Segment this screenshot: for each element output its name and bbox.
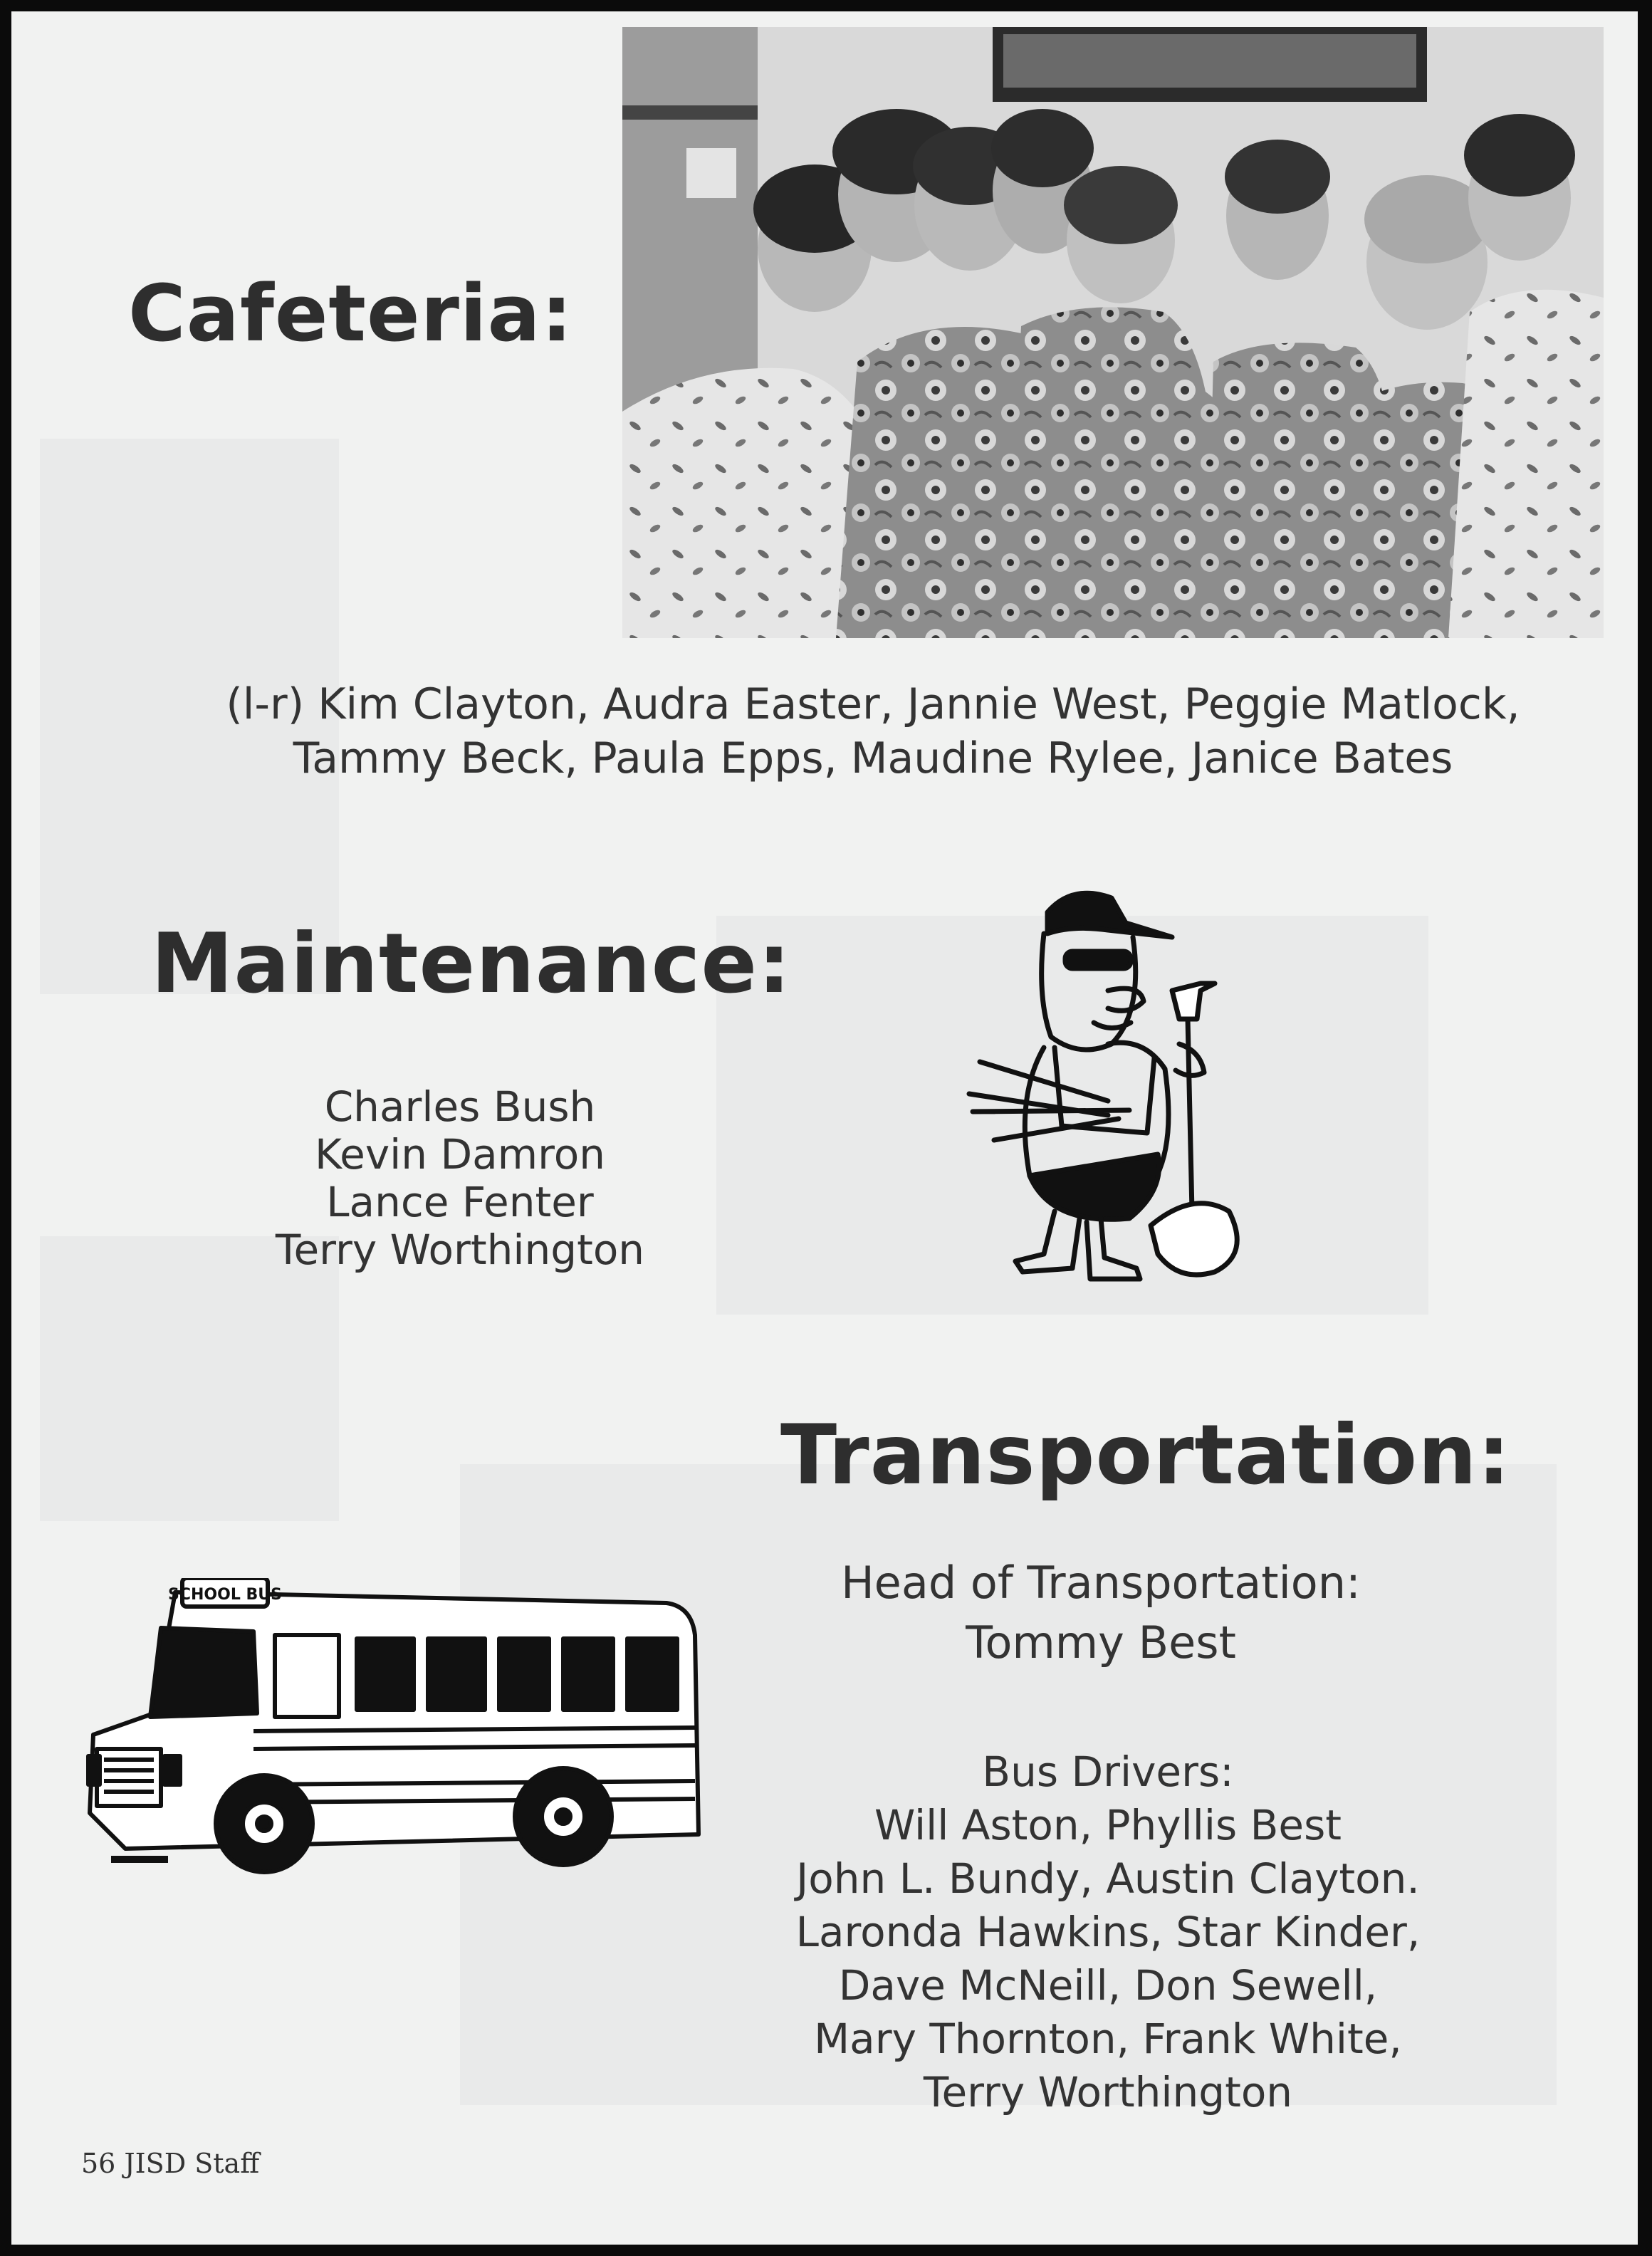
cafeteria-heading: Cafeteria: [128,268,573,359]
maintenance-worker-icon [966,884,1265,1297]
yearbook-page [11,11,1638,2245]
page-footer: 56 JISD Staff [81,2148,260,2179]
driver-names-line: Laronda Hawkins, Star Kinder, [795,1908,1421,1956]
maintenance-heading: Maintenance: [151,916,792,1012]
bus-drivers-label: Bus Drivers: [982,1748,1234,1796]
driver-names-line: Terry Worthington [923,2068,1293,2116]
caption-line: (l-r) Kim Clayton, Audra Easter, Jannie West, Peggie Matlock, [226,679,1520,729]
bus-drivers-list [723,1745,1492,2119]
staff-name: Charles Bush [324,1082,596,1131]
caption-line: Tammy Beck, Paula Epps, Maudine Rylee, Janice Bates [293,733,1453,783]
driver-names-line: Mary Thornton, Frank White, [814,2015,1402,2063]
cafeteria-caption [168,677,1578,785]
bleed-through-block [40,1236,339,1521]
school-bus-icon [83,1578,709,1891]
cafeteria-staff-photo [622,27,1604,638]
staff-name: Lance Fenter [326,1178,594,1226]
bus-sign: SCHOOL BUS [168,1586,282,1604]
head-name: Tommy Best [966,1617,1236,1668]
driver-names-line: Dave McNeill, Don Sewell, [838,1961,1378,2010]
staff-name: Kevin Damron [315,1130,605,1179]
head-label: Head of Transportation: [841,1557,1361,1609]
transportation-heading: Transportation: [780,1407,1512,1503]
driver-names-line: Will Aston, Phyllis Best [874,1801,1342,1849]
staff-name: Terry Worthington [275,1226,645,1274]
maintenance-staff-list [211,1083,709,1274]
driver-names-line: John L. Bundy, Austin Clayton. [796,1854,1420,1903]
head-of-transportation [723,1553,1478,1673]
